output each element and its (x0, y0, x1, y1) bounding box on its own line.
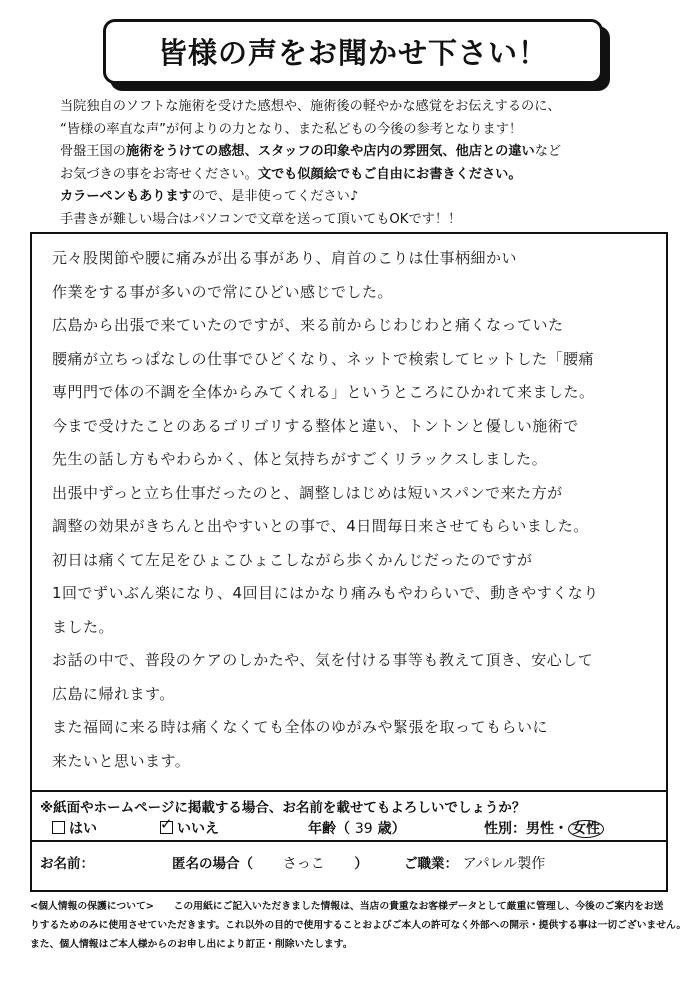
consent-question: ※紙面やホームページに掲載する場合、お名前を載せてもよろしいでしょうか？ (40, 800, 526, 816)
comment-line: 作業をする事が多いので常にひどい感じでした。 (52, 282, 394, 301)
intro-line-3-b: 施術をうけての感想、スタッフの印象や店内の雰囲気、他店との違い (125, 144, 535, 160)
no-label: いいえ (177, 821, 219, 837)
intro-line-1: 当院独自のソフトな施術を受けた感想や、施術後の軽やかな感覚をお伝えするのに、 (60, 99, 561, 114)
age-unit: 歳） (377, 821, 406, 837)
occupation-field (404, 852, 545, 873)
comment-box (30, 232, 668, 792)
age-value: 39 (354, 821, 373, 837)
comment-line: また福岡に来る時は痛くなくても全体のゆがみや緊張を取ってもらいに (52, 718, 549, 736)
comment-line: 今まで受けたことのあるゴリゴリする整体と違い、トントンと優しい施術で (52, 416, 579, 435)
comment-line: 腰痛が立ちっぱなしの仕事でひどくなり、ネットで検索してヒットした「腰痛 (52, 349, 595, 368)
intro-line-3-c: など (534, 144, 562, 160)
privacy-line-3: また、個人情報はご本人様からのお申し出により訂正・削除いたします。 (30, 939, 353, 950)
male-option[interactable]: 男性・ (526, 821, 568, 837)
intro-line-4-a: お気づきの事をお寄せください。 (60, 166, 258, 182)
intro-line-5-a: カラーペンもあります (60, 189, 192, 205)
female-option-circled[interactable]: 女性 (568, 820, 604, 838)
gender-field (484, 818, 604, 838)
comment-line: 初日は痛くて左足をひょこひょこしながら歩くかんじだったのですが (52, 550, 533, 569)
title-banner (103, 19, 603, 84)
yes-label: はい (69, 821, 97, 837)
comment-line: 広島から出張で来ていたのですが、来る前からじわじわと痛くなっていた (52, 316, 564, 334)
privacy-line-2: りするためのみに使用させていただきます。これ以外の目的で使用することおよびご本人の許可なく外部への開示・提供する事は一切ございません。 (30, 920, 687, 931)
comment-line: 専門門で体の不調を全体からみてくれる」というところにひかれて来ました。 (52, 383, 595, 401)
consent-form (30, 792, 668, 892)
age-label: 年齢 (308, 821, 336, 837)
comment-line: 来たいと思います。 (52, 751, 191, 770)
privacy-line-1: <個人情報の保護について> この用紙にご記入いただきました情報は、当店の貴重なお客様データとして厳重に管理し、今後のご案内をお送 (30, 901, 664, 912)
handwritten-comment (52, 242, 652, 778)
intro-line-5-b: ので、是非使ってください♪ (191, 189, 359, 205)
name-label: お名前： (40, 856, 94, 872)
intro-line-4-b: 文でも似顔絵でもご自由にお書きください。 (257, 166, 522, 182)
comment-line: お話の中で、普段のケアのしかたや、気を付ける事等も教えて頂き、安心して (52, 651, 594, 669)
page-title: 皆様の声をお聞かせ下さい！ (157, 36, 548, 70)
job-label: ご職業： (404, 856, 458, 872)
anon-value: さっこ (282, 856, 325, 872)
form-divider (32, 840, 666, 842)
anonymous-name-field (172, 852, 368, 873)
comment-line: 出張中ずっと立ち仕事だったのと、調整しはじめは短いスパンで来た方が (52, 483, 563, 502)
anon-close: ） (354, 856, 368, 872)
anon-label: 匿名の場合（ (172, 856, 253, 872)
comment-line: ました。 (52, 617, 115, 636)
comment-line: 広島に帰れます。 (52, 684, 175, 703)
comment-line: 調整の効果がきちんと出やすいとの事で、4日間毎日来させてもらいました。 (52, 517, 589, 535)
age-field (308, 818, 406, 838)
intro-line-4 (60, 164, 670, 187)
intro-line-3 (60, 141, 670, 164)
no-checkbox-checked[interactable] (160, 821, 173, 834)
privacy-notice (30, 897, 687, 954)
option-yes[interactable] (52, 818, 97, 838)
intro-line-2: “皆様の率直な声”が何よりの力となり、また私どもの今後の参考となります！ (60, 121, 523, 137)
yes-checkbox[interactable] (52, 821, 65, 834)
gender-label: 性別： (484, 821, 526, 837)
option-no[interactable] (160, 818, 219, 838)
comment-line: 1回でずいぶん楽になり、4回目にはかなり痛みもやわらいで、動きやすくなり (52, 584, 599, 602)
intro-text (60, 96, 670, 232)
intro-line-6: 手書きが難しい場合はパソコンで文章を送って頂いてもOKです！！ (60, 211, 462, 227)
intro-line-3-a: 骨盤王国の (60, 144, 126, 160)
comment-line: 元々股関節や腰に痛みが出る事があり、肩首のこりは仕事柄細かい (52, 249, 518, 267)
comment-line: 先生の話し方もやわらかく、体と気持ちがすごくリラックスしました。 (52, 450, 548, 468)
intro-line-5 (60, 186, 670, 209)
job-value: アパレル製作 (462, 856, 546, 872)
age-paren-open: （ (336, 821, 350, 837)
